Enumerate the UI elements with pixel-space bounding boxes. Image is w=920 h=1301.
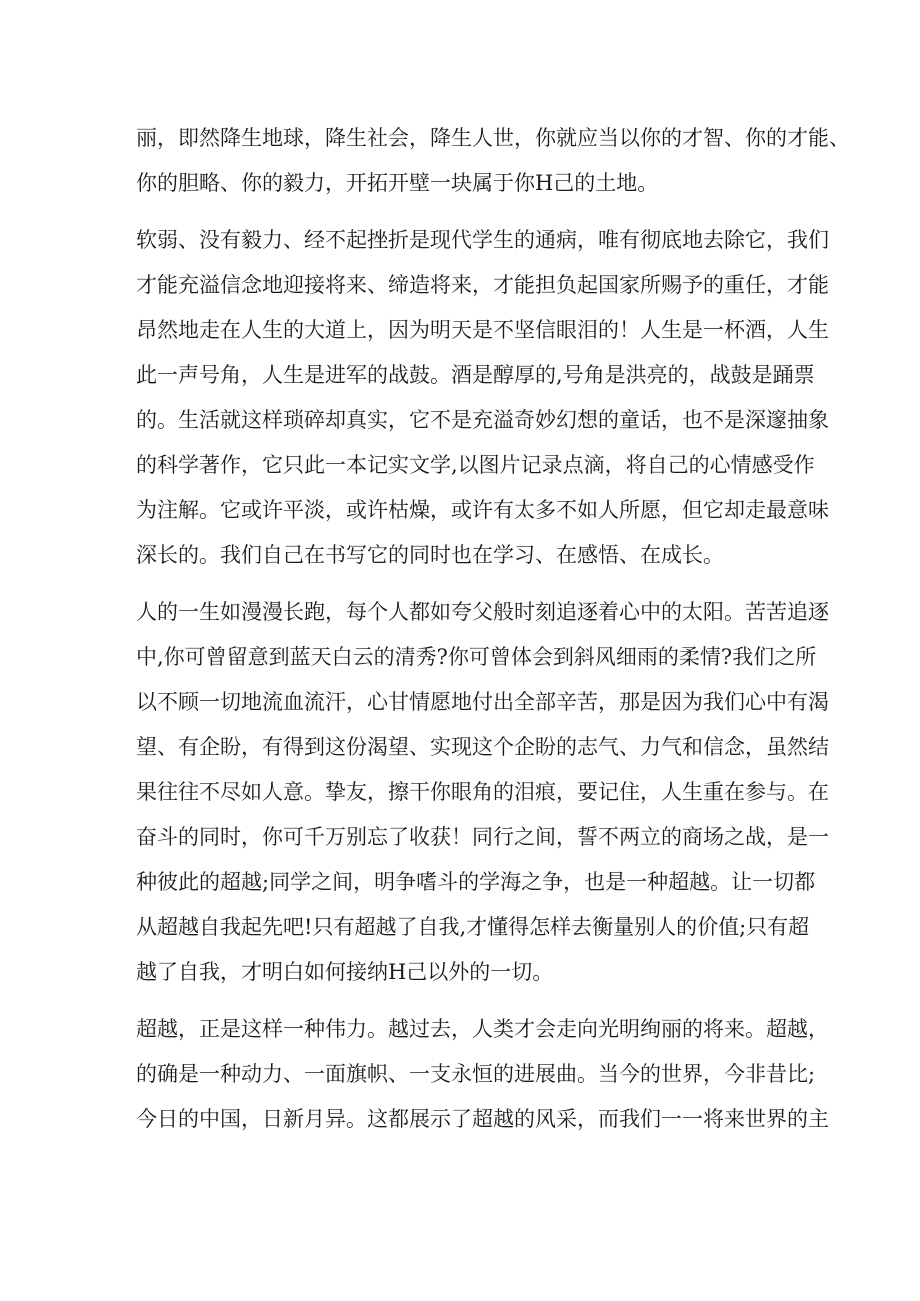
text-line: 的确是一种动力、一面旗帜、一支永恒的进展曲。当今的世界，今非昔比; — [136, 1062, 816, 1086]
text-line: 中,你可曾留意到蓝天白云的清秀?你可曾体会到斜风细雨的柔情?我们之所 — [136, 645, 817, 669]
text-line: 种彼此的超越;同学之间，明争嗜斗的学海之争，也是一种超越。让一切都 — [136, 870, 816, 894]
paragraph-3 — [136, 590, 829, 995]
text-line: 人的一生如漫漫长跑，每个人都如夸父般时刻追逐着心中的太阳。苦苦追逐 — [136, 600, 829, 624]
paragraph-4 — [136, 1007, 829, 1142]
text-line: 丽，即然降生地球，降生社会，降生人世，你就应当以你的才智、你的才能、 — [136, 126, 850, 150]
text-line: 望、有企盼，有得到这份渴望、实现这个企盼的志气、力气和信念，虽然结 — [136, 735, 829, 759]
text-line: 奋斗的同时，你可千万别忘了收获！同行之间，誓不两立的商场之战，是一 — [136, 825, 829, 849]
text-line: 以不顾一切地流血流汗，心甘情愿地付出全部辛苦，那是因为我们心中有渴 — [136, 690, 829, 714]
text-line: 越了自我，才明白如何接纳H己以外的一切。 — [136, 960, 554, 984]
document-body — [136, 116, 850, 1142]
text-line: 超越，正是这样一种伟力。越过去，人类才会走向光明绚丽的将来。超越， — [136, 1017, 829, 1041]
text-line: 你的胆略、你的毅力，开拓开壁一块属于你H己的土地。 — [136, 171, 659, 195]
text-line: 从超越自我起先吧!只有超越了自我,才懂得怎样去衡量别人的价值;只有超 — [136, 915, 810, 939]
text-line: 今日的中国，日新月异。这都展示了超越的风采，而我们一一将来世界的主 — [136, 1107, 829, 1131]
text-line: 的科学著作，它只此一本记实文学,以图片记录点滴，将自己的心情感受作 — [136, 453, 815, 477]
text-line: 为注解。它或许平淡，或许枯燥，或许有太多不如人所愿，但它却走最意味 — [136, 498, 829, 522]
text-line: 深长的。我们自己在书写它的同时也在学习、在感悟、在成长。 — [136, 543, 724, 567]
text-line: 此一声号角，人生是进军的战鼓。酒是醇厚的,号角是洪亮的，战鼓是踊票 — [136, 363, 815, 387]
text-line: 昂然地走在人生的大道上，因为明天是不坚信眼泪的！人生是一杯酒，人生 — [136, 318, 829, 342]
text-line: 才能充溢信念地迎接将来、缔造将来，才能担负起国家所赐予的重任，才能 — [136, 273, 829, 297]
paragraph-2 — [136, 218, 829, 578]
text-line: 果往往不尽如人意。挚友，擦干你眼角的泪痕，要记住，人生重在参与。在 — [136, 780, 829, 804]
text-line: 的。生活就这样琐碎却真实，它不是充溢奇妙幻想的童话，也不是深邃抽象 — [136, 408, 829, 432]
text-line: 软弱、没有毅力、经不起挫折是现代学生的通病，唯有彻底地去除它，我们 — [136, 228, 829, 252]
paragraph-1 — [136, 116, 850, 206]
